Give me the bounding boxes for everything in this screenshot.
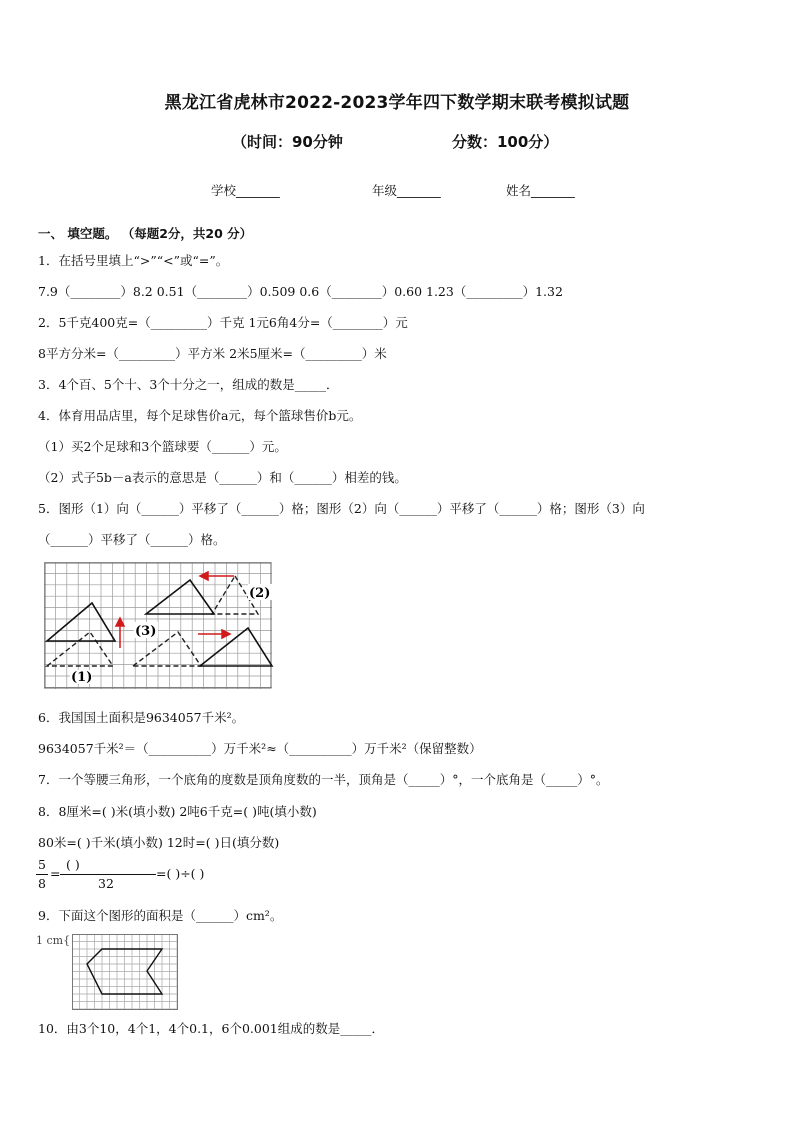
q8-line1: 8．8厘米=( )米(填小数) 2吨6千克=( )吨(填小数) <box>38 804 317 819</box>
q10: 10．由3个10，4个1，4个0.1，6个0.001组成的数是_____． <box>38 1021 384 1036</box>
q8-line2: 80米=( )千米(填小数) 12时=( )日(填分数) <box>38 835 280 850</box>
triangle-1 <box>47 603 115 641</box>
school-field[interactable]: 学校_______ <box>211 183 280 198</box>
q5-line1: 5．图形（1）向（______）平移了（______）格；图形（2）向（______）平移了（______）格；图形（3）向 <box>38 501 645 516</box>
unit-label: 1 cm{ <box>36 934 71 947</box>
q4-stem: 4．体育用品店里，每个足球售价a元，每个篮球售价b元。 <box>38 408 362 423</box>
label-2: (2) <box>249 586 271 601</box>
frac-den: 8 <box>38 876 46 891</box>
dashed-triangle-1 <box>47 632 113 666</box>
q4-part1: （1）买2个足球和3个篮球要（______）元。 <box>38 439 287 454</box>
q5-line2: （______）平移了（______）格。 <box>38 532 226 547</box>
label-1: (1) <box>71 670 93 685</box>
exam-time: （时间：90分钟 <box>232 133 343 151</box>
translation-grid-figure <box>44 562 274 690</box>
frac-tail[interactable]: =( )÷( ) <box>156 866 205 881</box>
grade-field[interactable]: 年级_______ <box>372 183 441 198</box>
fraction-equation: 5 8 = ( ) 32 =( )÷( ) <box>38 857 205 891</box>
frac-den2: 32 <box>98 876 114 891</box>
area-grid-figure <box>72 934 180 1012</box>
frac-num2[interactable]: ( ) <box>66 857 80 872</box>
q9: 9．下面这个图形的面积是（______）cm²。 <box>38 908 283 923</box>
label-3: (3) <box>135 624 157 639</box>
q7: 7．一个等腰三角形，一个底角的度数是顶角度数的一半，顶角是（_____）°，一个底角是（_____）°。 <box>38 772 609 787</box>
q1-stem: 1．在括号里填上“>”“<”或“=”。 <box>38 253 229 268</box>
q6-answer: 9634057千米²＝（__________）万千米²≈（__________）万千米²（保留整数） <box>38 741 482 756</box>
q3: 3．4个百、5个十、3个十分之一，组成的数是_____． <box>38 377 339 392</box>
q6-stem: 6．我国国土面积是9634057千米²。 <box>38 710 245 725</box>
frac-num: 5 <box>38 857 46 872</box>
q1-items: 7.9（________）8.2 0.51（________）0.509 0.6（________）0.60 1.23（_________）1.32 <box>38 284 563 299</box>
name-field[interactable]: 姓名_______ <box>506 183 575 198</box>
q2-line1: 2．5千克400克=（_________）千克 1元6角4分=（________）元 <box>38 315 408 330</box>
page-title: 黑龙江省虎林市2022-2023学年四下数学期末联考模拟试题 <box>164 93 630 113</box>
q4-part2: （2）式子5b－a表示的意思是（______）和（______）相差的钱。 <box>38 470 407 485</box>
exam-score: 分数：100分） <box>452 133 559 151</box>
q2-line2: 8平方分米=（_________）平方米 2米5厘米=（_________）米 <box>38 346 387 361</box>
section-heading: 一、 填空题。 （每题2分，共20 分） <box>38 226 253 241</box>
